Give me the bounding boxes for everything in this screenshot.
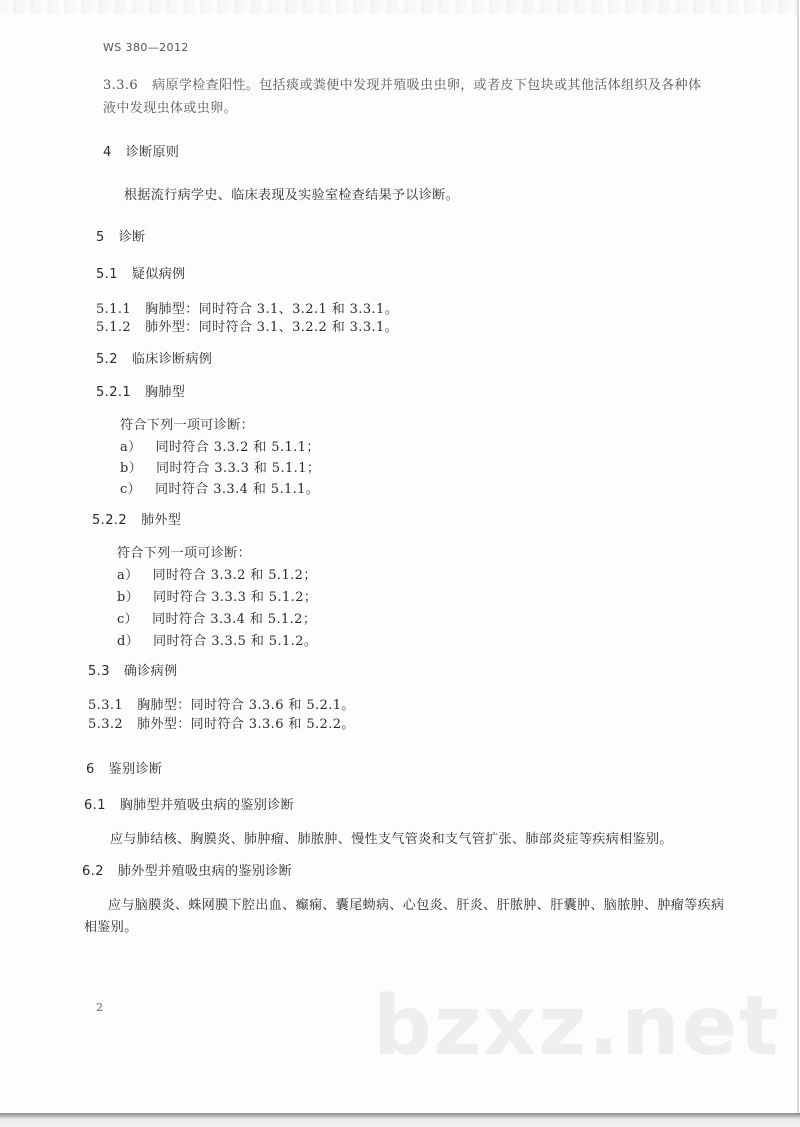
section-number: 6.2 <box>82 864 104 879</box>
list-label: c） <box>117 612 139 627</box>
section-title: 诊断原则 <box>125 145 180 160</box>
list-item <box>120 482 319 498</box>
list-label: b） <box>117 590 140 605</box>
list-text: 同时符合 3.3.2 和 5.1.2； <box>152 568 317 583</box>
list-item <box>117 590 317 606</box>
clause-number: 5.3.2 <box>88 717 124 732</box>
section-5-3-heading <box>88 664 177 680</box>
section-number: 5.1 <box>96 267 118 282</box>
clause-number: 5.1.1 <box>96 302 132 317</box>
scan-noise <box>0 0 797 14</box>
section-6-2-heading <box>82 864 292 880</box>
clause-number: 5.1.2 <box>96 320 132 335</box>
section-number: 6 <box>86 762 95 777</box>
list-text: 同时符合 3.3.3 和 5.1.2； <box>153 590 318 605</box>
clause-5-3-2 <box>88 717 355 733</box>
list-text: 同时符合 3.3.4 和 5.1.1。 <box>155 482 320 497</box>
section-title: 确诊病例 <box>123 664 178 679</box>
clause-number: 5.3.1 <box>88 698 124 713</box>
clause-text: 病原学检查阳性。包括痰或粪便中发现并殖吸虫虫卵，或者皮下包块或其他活体组织及各种体 <box>152 78 702 93</box>
section-4-heading <box>103 145 179 161</box>
section-number: 5.3 <box>88 664 110 679</box>
clause-text: 肺外型：同时符合 3.1、3.2.2 和 3.3.1。 <box>145 320 399 335</box>
list-label: a） <box>117 568 139 583</box>
clause-5-1-1 <box>96 302 398 318</box>
list-label: a） <box>120 440 142 455</box>
section-title: 鉴别诊断 <box>108 762 163 777</box>
section-title: 诊断 <box>118 230 146 245</box>
watermark: bzxz.net <box>373 979 781 1074</box>
section-title: 肺外型 <box>141 513 182 528</box>
list-text: 同时符合 3.3.2 和 5.1.1； <box>155 440 320 455</box>
section-number: 5 <box>96 230 105 245</box>
section-5-2-2-heading <box>92 513 181 529</box>
page-number: 2 <box>96 1001 104 1014</box>
section-title: 疑似病例 <box>131 267 186 282</box>
section-6-1-body: 应与肺结核、胸膜炎、肺肿瘤、肺脓肿、慢性支气管炎和支气管扩张、肺部炎症等疾病相鉴别。 <box>110 832 673 847</box>
list-item <box>120 461 320 477</box>
section-5-heading <box>96 230 145 246</box>
list-item <box>117 568 317 584</box>
section-number: 6.1 <box>84 798 106 813</box>
section-6-1-heading <box>84 798 294 814</box>
section-5-2-heading <box>96 352 212 368</box>
section-6-2-body-line1: 应与脑膜炎、蛛网膜下腔出血、癫痫、囊尾蚴病、心包炎、肝炎、肝脓肿、肝囊肿、脑脓肿、肿瘤等疾病 <box>108 898 725 913</box>
list-item <box>117 634 317 650</box>
clause-text: 胸肺型：同时符合 3.3.6 和 5.2.1。 <box>137 698 355 713</box>
section-number: 4 <box>103 145 112 160</box>
list-text: 同时符合 3.3.5 和 5.1.2。 <box>153 634 318 649</box>
standard-code: WS 380—2012 <box>103 41 189 54</box>
scan-bottom-edge <box>0 1113 800 1127</box>
section-4-body: 根据流行病学史、临床表现及实验室检查结果予以诊断。 <box>124 188 460 203</box>
section-number: 5.2 <box>96 352 118 367</box>
section-5-2-2-intro: 符合下列一项可诊断： <box>117 546 252 561</box>
clause-5-3-1 <box>88 698 355 714</box>
list-text: 同时符合 3.3.4 和 5.1.2； <box>152 612 317 627</box>
list-text: 同时符合 3.3.3 和 5.1.1； <box>156 461 321 476</box>
section-6-heading <box>86 762 162 778</box>
section-6-2-body-line2: 相鉴别。 <box>84 920 138 935</box>
section-number: 5.2.1 <box>96 385 132 400</box>
list-label: d） <box>117 634 140 649</box>
section-5-2-1-heading <box>96 385 185 401</box>
list-label: c） <box>120 482 142 497</box>
clause-3-3-6-line1 <box>103 78 701 94</box>
list-item <box>117 612 316 628</box>
section-5-1-heading <box>96 267 185 283</box>
list-item <box>120 440 320 456</box>
clause-text: 胸肺型：同时符合 3.1、3.2.1 和 3.3.1。 <box>145 302 399 317</box>
clause-number: 3.3.6 <box>103 78 139 93</box>
section-title: 胸肺型 <box>145 385 186 400</box>
clause-text: 肺外型：同时符合 3.3.6 和 5.2.2。 <box>137 717 355 732</box>
list-label: b） <box>120 461 143 476</box>
section-5-2-1-intro: 符合下列一项可诊断： <box>120 418 255 433</box>
section-title: 临床诊断病例 <box>131 352 213 367</box>
section-title: 肺外型并殖吸虫病的鉴别诊断 <box>117 864 293 879</box>
section-number: 5.2.2 <box>92 513 128 528</box>
section-title: 胸肺型并殖吸虫病的鉴别诊断 <box>119 798 295 813</box>
clause-5-1-2 <box>96 320 398 336</box>
clause-3-3-6-line2: 液中发现虫体或虫卵。 <box>103 101 238 116</box>
